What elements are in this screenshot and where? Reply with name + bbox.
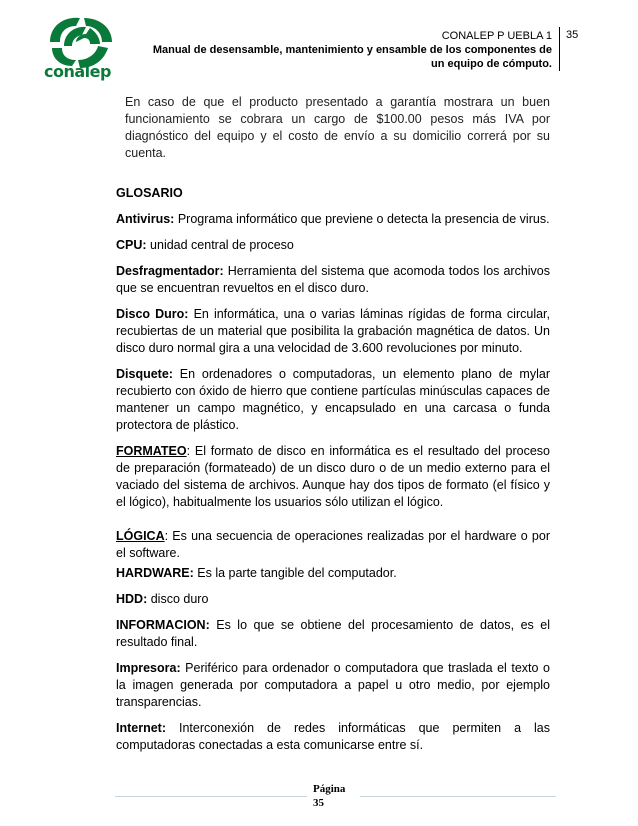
glossary-definition: En informática, una o varias láminas rígidas de forma circular, recubiertas de un material que posibilita la grabación magnética de datos. Un disco duro normal gira a una velocidad de 3.600 revoluciones por minuto. — [116, 307, 550, 355]
footer-page-word: Página — [313, 783, 346, 795]
glossary-entry-antivirus — [116, 211, 550, 228]
conalep-logo-icon — [42, 12, 122, 68]
glossary-definition: En ordenadores o computadoras, un elemento plano de mylar recubierto con óxido de hierro que contiene partículas minúsculas capaces de mantener un campo magnético, y encapsulado en una carcasa o funda protectora de plástico. — [116, 367, 550, 432]
header-page-number: 35 — [566, 29, 579, 41]
glossary-entry-disquete — [116, 366, 550, 434]
header-divider — [559, 27, 560, 71]
glossary-term: Disquete: — [116, 367, 173, 381]
glossary-entry-informacion — [116, 617, 550, 651]
glossary-definition: Programa informático que previene o detecta la presencia de virus. — [174, 212, 550, 226]
glossary-term: HARDWARE: — [116, 566, 194, 580]
glossary-entry-impresora — [116, 660, 550, 711]
glossary-term: Antivirus: — [116, 212, 175, 226]
page-footer — [0, 780, 638, 820]
running-header — [132, 29, 552, 71]
glossary-entry-internet — [116, 720, 550, 754]
glossary-definition: Es la parte tangible del computador. — [193, 566, 397, 580]
glossary-definition: : Es una secuencia de operaciones realizadas por el hardware o por el software. — [116, 529, 550, 560]
glossary-term: Internet: — [116, 721, 166, 735]
glossary-entry-logica — [116, 528, 550, 562]
glossary-term: CPU: — [116, 238, 147, 252]
footer-rule-right — [360, 796, 556, 797]
glossary-term: Desfragmentador: — [116, 264, 224, 278]
header-title-line1: Manual de desensamble, mantenimiento y ensamble de los componentes de — [152, 44, 552, 56]
glossary-entry-cpu — [116, 237, 550, 254]
glossary-entry-disco-duro — [116, 306, 550, 357]
glossary-term: FORMATEO — [116, 444, 187, 458]
glossary-definition: Es lo que se obtiene del procesamiento de datos, es el resultado final. — [116, 618, 550, 649]
glossary-definition: : El formato de disco en informática es el resultado del proceso de preparación (formateado) de un disco duro o de un medio externo para el vaciado del sistema de archivos. Aunque hay dos tipos de formato (el físico y el lógico), habitualmente los usuarios sólo utilizan el lógico. — [116, 444, 550, 509]
glossary-heading: GLOSARIO — [116, 186, 183, 200]
glossary-term: INFORMACION: — [116, 618, 210, 632]
glossary-definition: unidad central de proceso — [146, 238, 294, 252]
glossary-definition: Periférico para ordenador o computadora que traslada el texto o la imagen generada por computadora a papel u otro medio, por ejemplo transparencias. — [116, 661, 550, 709]
glossary-definition: Interconexión de redes informáticas que permiten a las computadoras conectadas a esta comunicarse entre sí. — [116, 721, 550, 752]
glossary-definition: disco duro — [147, 592, 209, 606]
glossary-term: LÓGICA — [116, 529, 165, 543]
glossary-entry-hardware — [116, 565, 550, 582]
footer-page-number: 35 — [313, 797, 324, 809]
glossary-term: Disco Duro: — [116, 307, 189, 321]
glossary-term: HDD: — [116, 592, 148, 606]
glossary-entry-hdd — [116, 591, 550, 608]
intro-paragraph: En caso de que el producto presentado a garantía mostrara un buen funcionamiento se cobrara un cargo de $100.00 pesos más IVA por diagnóstico del equipo y el costo de envío a su domicilio correrá por su cuenta. — [125, 95, 550, 160]
glossary-entry-desfragmentador — [116, 263, 550, 297]
footer-rule-left — [115, 796, 307, 797]
glossary-entry-formateo — [116, 443, 550, 511]
glossary-definition: Herramienta del sistema que acomoda todos los archivos que se encuentran revueltos en el disco duro. — [116, 264, 550, 295]
footer-page-label — [313, 782, 345, 810]
glossary-term: Impresora: — [116, 661, 181, 675]
header-org: CONALEP P UEBLA 1 — [441, 30, 552, 42]
document-body — [116, 94, 550, 754]
header-title-line2: un equipo de cómputo. — [431, 58, 552, 70]
logo-wordmark: conalep — [44, 62, 111, 81]
